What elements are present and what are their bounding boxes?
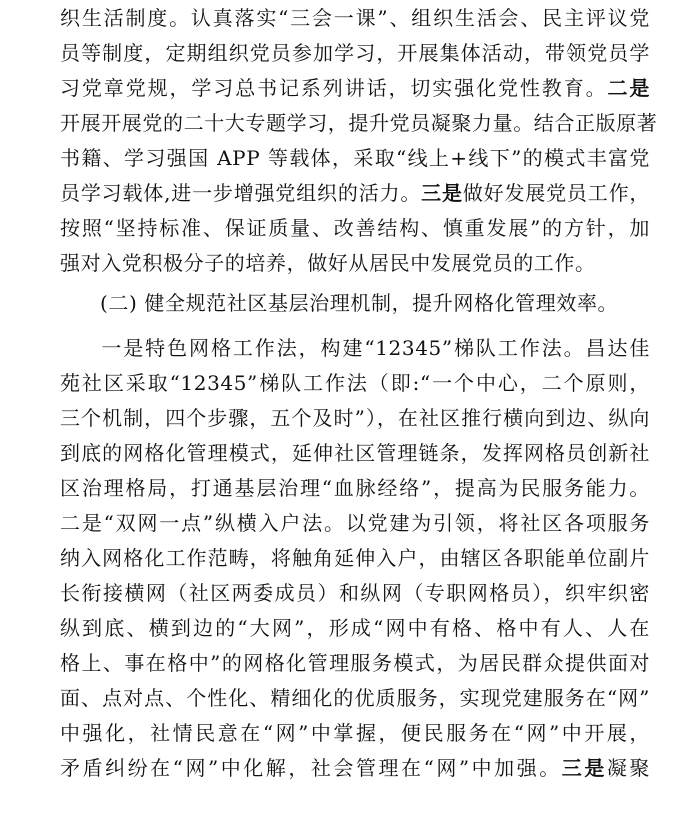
bold-keyword: 三是 bbox=[421, 181, 463, 205]
text-line: 纵到底、横到边的“大网”，形成“网中有格、格中有人、人在 bbox=[60, 616, 650, 640]
bold-keyword: 三是 bbox=[561, 756, 607, 780]
text-line: 员学习载体,进一步增强党组织的活力。三是做好发展党员工作， bbox=[60, 181, 650, 205]
text-line: 面、点对点、个性化、精细化的优质服务，实现党建服务在“网” bbox=[60, 686, 650, 710]
section-heading: (二) 健全规范社区基层治理机制，提升网格化管理效率。 bbox=[100, 291, 619, 315]
text-line: 二是“双网一点”纵横入户法。以党建为引领，将社区各项服务 bbox=[60, 511, 650, 535]
text-line: 中强化，社情民意在“网”中掌握，便民服务在“网”中开展， bbox=[60, 721, 650, 745]
text-line: 矛盾纠纷在“网”中化解，社会管理在“网”中加强。三是凝聚 bbox=[60, 756, 650, 780]
text-line: 三个机制，四个步骤，五个及时”），在社区推行横向到边、纵向 bbox=[60, 406, 650, 430]
text-line: 格上、事在格中”的网格化管理服务模式，为居民群众提供面对 bbox=[60, 651, 650, 675]
text-line: 织生活制度。认真落实“三会一课”、组织生活会、民主评议党 bbox=[60, 6, 650, 30]
text-line: 长衔接横网（社区两委成员）和纵网（专职网格员），织牢织密 bbox=[60, 581, 650, 605]
text-line: 按照“坚持标准、保证质量、改善结构、慎重发展”的方针，加 bbox=[60, 216, 650, 240]
text-line: 习党章党规，学习总书记系列讲话，切实强化党性教育。二是 bbox=[60, 76, 651, 100]
text-line: 书籍、学习强国 APP 等载体，采取“线上+线下”的模式丰富党 bbox=[60, 146, 650, 170]
bold-keyword: 二是 bbox=[607, 76, 651, 100]
text-line: 纳入网格化工作范畴，将触角延伸入户，由辖区各职能单位副片 bbox=[60, 546, 650, 570]
text-line: 开展开展党的二十大专题学习，提升党员凝聚力量。结合正版原著 bbox=[60, 111, 658, 135]
text-line: 到底的网格化管理模式，延伸社区管理链条，发挥网格员创新社 bbox=[60, 441, 650, 465]
text-line: 一是特色网格工作法，构建“12345”梯队工作法。昌达佳 bbox=[100, 336, 650, 360]
text-line: 强对入党积极分子的培养，做好从居民中发展党员的工作。 bbox=[60, 251, 596, 275]
text-line: 员等制度，定期组织党员参加学习，开展集体活动，带领党员学 bbox=[60, 41, 650, 65]
text-line: 区治理格局，打通基层治理“血脉经络”，提高为民服务能力。 bbox=[60, 476, 650, 500]
text-line: 苑社区采取“12345”梯队工作法（即:“一个中心，二个原则， bbox=[60, 371, 650, 395]
